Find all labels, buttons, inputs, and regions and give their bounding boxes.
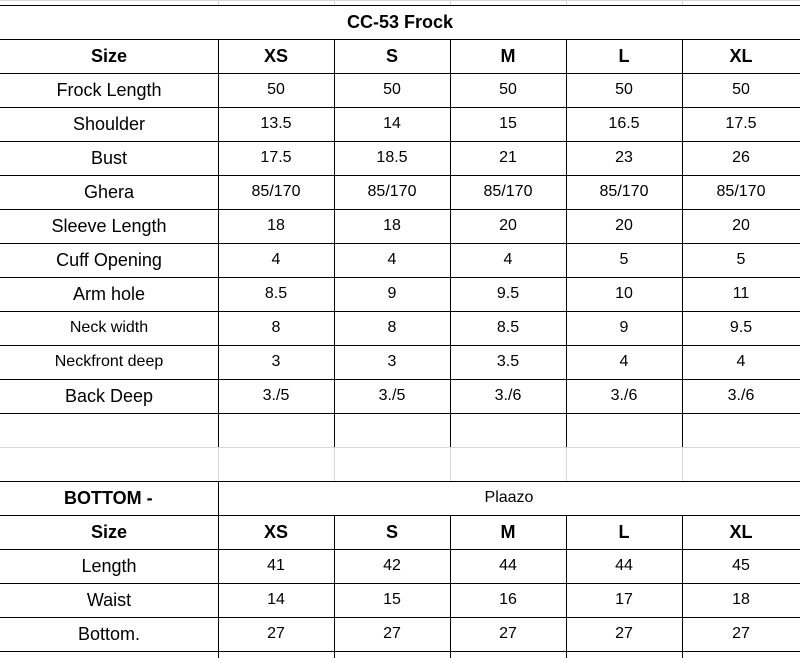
measurement-value: 4 (736, 353, 746, 370)
measurement-value: 42 (383, 557, 401, 574)
bottom-section-label: BOTTOM - (64, 487, 153, 508)
measurement-value: 3./6 (727, 387, 755, 404)
measurement-value: 18 (383, 217, 401, 234)
measurement-value: 27 (267, 625, 285, 642)
measurement-value: 11 (732, 285, 750, 302)
measurement-value: 9 (387, 285, 397, 302)
measurement-value: 17 (615, 591, 633, 608)
measurement-value: 16.5 (608, 115, 640, 132)
grid-row-line (0, 413, 800, 414)
measurement-value: 3 (271, 353, 281, 370)
size-header: Size (90, 521, 128, 542)
size-column-header: L (618, 45, 630, 66)
measurement-value: 3./5 (262, 387, 290, 404)
measurement-label: Sleeve Length (51, 215, 167, 236)
measurement-value: 18 (732, 591, 750, 608)
measurement-label: Frock Length (56, 79, 162, 100)
grid-row-line (0, 447, 800, 448)
measurement-value: 15 (499, 115, 517, 132)
measurement-value: 4 (503, 251, 513, 268)
measurement-value: 27 (383, 625, 401, 642)
measurement-value: 85/170 (599, 183, 649, 200)
grid-row-line (0, 0, 800, 1)
measurement-value: 4 (271, 251, 281, 268)
size-column-header: XS (263, 521, 288, 542)
measurement-value: 5 (736, 251, 746, 268)
measurement-value: 20 (732, 217, 750, 234)
grid-col-line (218, 447, 219, 481)
size-column-header: S (385, 521, 398, 542)
measurement-value: 50 (267, 81, 285, 98)
grid-col-line (566, 447, 567, 481)
measurement-value: 10 (615, 285, 633, 302)
measurement-label: Bust (90, 147, 128, 168)
measurement-value: 18 (267, 217, 285, 234)
measurement-value: 8.5 (264, 285, 288, 302)
measurement-label: Length (81, 555, 137, 576)
size-column-header: S (385, 45, 398, 66)
measurement-value: 8 (271, 319, 281, 336)
frock-table-title: CC-53 Frock (346, 11, 454, 32)
size-column-header: L (618, 521, 630, 542)
measurement-value: 14 (267, 591, 285, 608)
size-column-header: XL (729, 521, 753, 542)
measurement-value: 18.5 (376, 149, 408, 166)
measurement-value: 27 (615, 625, 633, 642)
measurement-value: 5 (619, 251, 629, 268)
measurement-value: 4 (619, 353, 629, 370)
measurement-value: 20 (615, 217, 633, 234)
measurement-value: 13.5 (260, 115, 292, 132)
measurement-label: Shoulder (72, 113, 146, 134)
grid-col-line (682, 447, 683, 481)
measurement-value: 50 (615, 81, 633, 98)
measurement-value: 8 (387, 319, 397, 336)
measurement-value: 44 (499, 557, 517, 574)
grid-col-line (450, 447, 451, 481)
measurement-value: 16 (499, 591, 517, 608)
size-column-header: M (500, 521, 516, 542)
measurement-label: Ghera (83, 181, 135, 202)
measurement-value: 41 (267, 557, 285, 574)
measurement-label: Neckfront deep (54, 353, 164, 370)
measurement-value: 20 (499, 217, 517, 234)
size-column-header: XL (729, 45, 753, 66)
size-column-header: M (500, 45, 516, 66)
measurement-value: 3./6 (494, 387, 522, 404)
grid-col-line (334, 447, 335, 481)
measurement-value: 85/170 (483, 183, 533, 200)
measurement-value: 50 (499, 81, 517, 98)
measurement-value: 15 (383, 591, 401, 608)
measurement-value: 17.5 (725, 115, 757, 132)
measurement-label: Bottom. (77, 623, 141, 644)
measurement-label: Cuff Opening (56, 249, 162, 270)
bottom-type-label: Plaazo (484, 489, 534, 506)
measurement-value: 85/170 (367, 183, 417, 200)
measurement-value: 50 (383, 81, 401, 98)
measurement-value: 3./5 (378, 387, 406, 404)
measurement-value: 14 (383, 115, 401, 132)
measurement-label: Back Deep (64, 385, 154, 406)
measurement-value: 85/170 (251, 183, 301, 200)
measurement-value: 4 (387, 251, 397, 268)
measurement-value: 23 (615, 149, 633, 166)
measurement-label: Neck width (69, 319, 149, 336)
measurement-value: 27 (732, 625, 750, 642)
measurement-value: 9.5 (729, 319, 753, 336)
measurement-value: 3.5 (496, 353, 520, 370)
measurement-label: Arm hole (72, 283, 146, 304)
measurement-label: Waist (86, 589, 132, 610)
measurement-value: 44 (615, 557, 633, 574)
measurement-value: 9.5 (496, 285, 520, 302)
measurement-value: 50 (732, 81, 750, 98)
size-column-header: XS (263, 45, 288, 66)
measurement-value: 3./6 (610, 387, 638, 404)
size-header: Size (90, 45, 128, 66)
measurement-value: 45 (732, 557, 750, 574)
measurement-value: 27 (499, 625, 517, 642)
measurement-value: 3 (387, 353, 397, 370)
measurement-value: 8.5 (496, 319, 520, 336)
grid-row-line (0, 651, 800, 652)
measurement-value: 21 (499, 149, 517, 166)
measurement-value: 9 (619, 319, 629, 336)
measurement-value: 26 (732, 149, 750, 166)
measurement-value: 17.5 (260, 149, 292, 166)
measurement-value: 85/170 (716, 183, 766, 200)
